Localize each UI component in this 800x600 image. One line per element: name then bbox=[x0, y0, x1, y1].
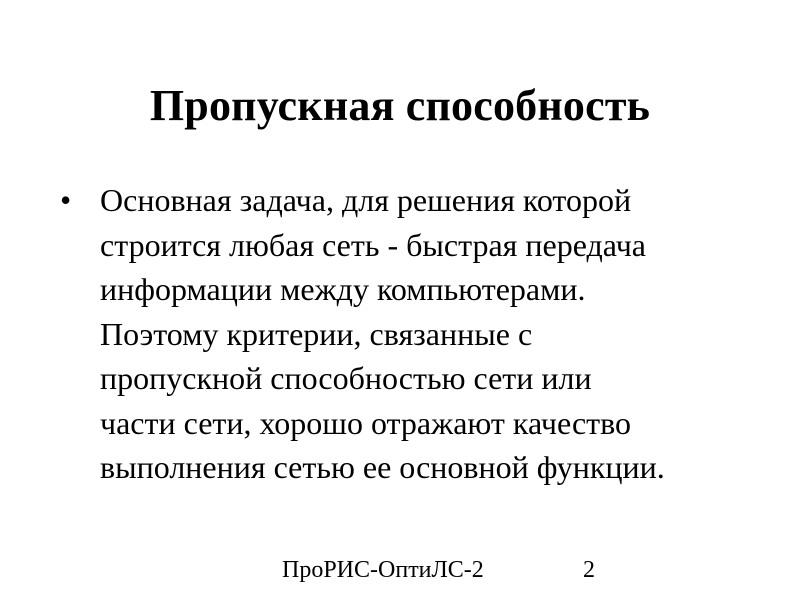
bullet-text-line: части сети, хорошо отражают качество bbox=[100, 404, 632, 441]
bullet-icon: • bbox=[60, 182, 72, 218]
page-number: 2 bbox=[583, 557, 595, 583]
slide-title: Пропускная способность bbox=[149, 81, 651, 130]
bullet-text-line: Поэтому критерии, связанные с bbox=[100, 315, 533, 352]
bullet-text-line: выполнения сетью ее основной функции. bbox=[100, 449, 665, 485]
bullet-list bbox=[60, 178, 760, 490]
footer-text: ПроРИС-ОптиЛС-2 bbox=[282, 557, 484, 583]
bullet-text-line: информации между компьютерами. bbox=[100, 271, 586, 307]
bullet-text-line: Основная задача, для решения которой bbox=[100, 182, 632, 218]
bullet-text-line: строится любая сеть - быстрая передача bbox=[100, 226, 646, 263]
bullet-text-line: пропускной способностью сети или bbox=[100, 360, 592, 396]
bullet-item bbox=[60, 178, 760, 490]
